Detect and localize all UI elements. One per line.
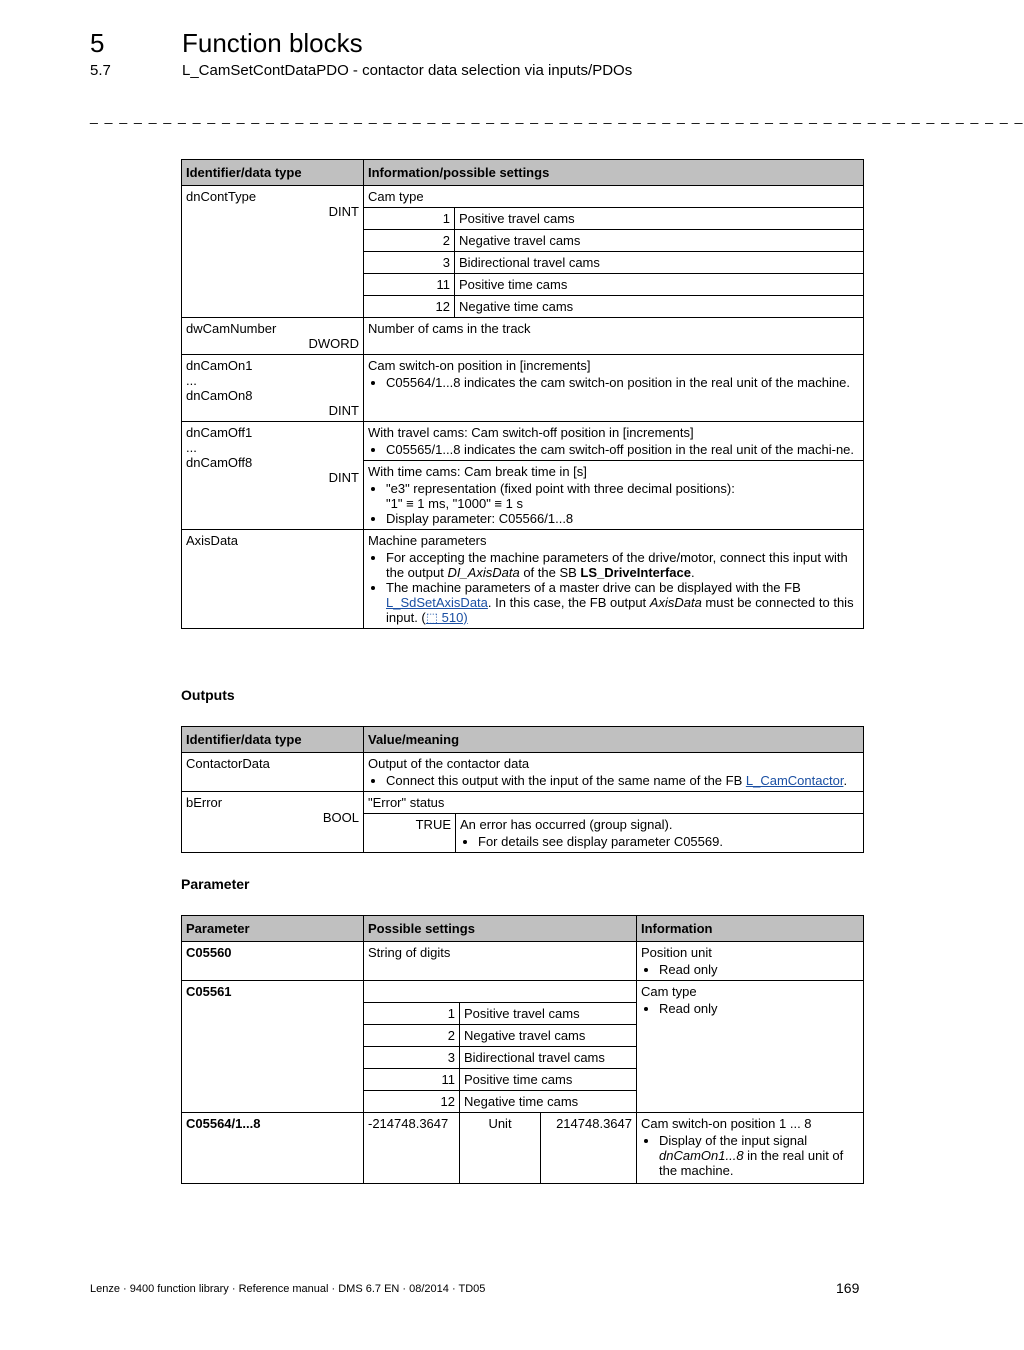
section-title: L_CamSetContDataPDO - contactor data selection via inputs/PDOs [182, 62, 633, 79]
bullet-text: "1" ≡ 1 ms, "1000" ≡ 1 s [386, 496, 523, 511]
param-code: C05560 [182, 942, 364, 981]
data-type: BOOL [322, 810, 359, 825]
row-dncontttype-id [182, 186, 364, 318]
option-label: Negative travel cams [455, 230, 864, 252]
chapter-title: Function blocks [182, 28, 363, 58]
bullet-item: • C05565/1...8 indicates the cam switch-off position in the real unit of the machi-ne. [386, 442, 859, 457]
info-text: An error has occurred (group signal). [460, 817, 673, 832]
param-col-info: Information [637, 916, 864, 942]
info-text: Output of the contactor data [368, 756, 530, 771]
inputs-col-identifier: Identifier/data type [182, 160, 364, 186]
info-text: Cam switch-on position 1 ... 8 [641, 1116, 812, 1131]
outputs-heading: Outputs [181, 687, 235, 703]
row-dwcamnumber-id [182, 318, 364, 355]
text: . In this case, the FB output [487, 595, 650, 610]
option-value: 2 [364, 230, 455, 252]
text: . [690, 565, 695, 580]
text: Display of the input signal [659, 1133, 808, 1148]
info-cell [637, 981, 864, 1113]
param-setting: String of digits [364, 942, 637, 981]
bullet-item [386, 550, 859, 580]
bullet-item: • Read only [659, 962, 859, 977]
option-value: 11 [364, 274, 455, 296]
param-max: 214748.3647 [541, 1113, 637, 1184]
data-type: DINT [328, 470, 359, 485]
option-value: 12 [364, 296, 455, 318]
parameter-table [181, 915, 864, 1184]
param-min: -214748.3647 [364, 1113, 460, 1184]
info-cell [456, 814, 864, 853]
identifier: dnContType [186, 189, 257, 204]
bullet-item: • C05564/1...8 indicates the cam switch-on position in the real unit of the machine. [386, 375, 859, 390]
option-value: 3 [364, 1047, 460, 1069]
option-value: 12 [364, 1091, 460, 1113]
identifier: dnCamOff1 [186, 425, 253, 440]
info-text: Position unit [641, 945, 712, 960]
info-text: With time cams: Cam break time in [s] [368, 464, 587, 479]
text: Connect this output with the input of the same name of the FB [386, 773, 746, 788]
param-code: C05561 [182, 981, 364, 1113]
output-name: AxisData [649, 595, 702, 610]
info-text: Cam type [641, 984, 697, 999]
data-type: DINT [328, 204, 359, 219]
page-ref-link[interactable]: ⬚ 510) [425, 610, 468, 625]
row-contactordata-id [182, 753, 364, 792]
identifier: dnCamOff8 [186, 455, 253, 470]
outputs-col-value: Value/meaning [364, 727, 864, 753]
outputs-col-identifier: Identifier/data type [182, 727, 364, 753]
identifier: bError [186, 795, 223, 810]
info-text: Cam switch-on position in [increments] [368, 358, 591, 373]
option-value: 3 [364, 252, 455, 274]
info-cell [364, 355, 864, 422]
param-col-settings: Possible settings [364, 916, 637, 942]
identifier: ContactorData [186, 756, 270, 771]
data-type: DINT [328, 403, 359, 418]
option-label: Negative time cams [460, 1091, 637, 1113]
info-cell [364, 753, 864, 792]
signal-name: dnCamOn1...8 [659, 1148, 744, 1163]
bullet-item: • Display parameter: C05566/1...8 [386, 511, 859, 526]
link-l-sdsetaxisdata[interactable]: L_SdSetAxisData [386, 595, 488, 610]
sb-name: LS_DriveInterface [580, 565, 691, 580]
output-name: DI_AxisData [447, 565, 520, 580]
identifier: dnCamOn1 [186, 358, 253, 373]
option-label: Positive time cams [455, 274, 864, 296]
text: in the real unit of the machine. [659, 1148, 844, 1178]
info-cell [364, 530, 864, 629]
info-text: "Error" status [364, 792, 864, 814]
row-berror-id [182, 792, 364, 853]
option-value: 2 [364, 1025, 460, 1047]
parameter-heading: Parameter [181, 876, 250, 892]
param-unit: Unit [460, 1113, 541, 1184]
text: must be connected to this input. ( [386, 595, 854, 625]
ellipsis: ... [186, 373, 197, 388]
info-text: With travel cams: Cam switch-off position in [increments] [368, 425, 694, 440]
data-type: DWORD [308, 336, 359, 351]
footer-text: Lenze · 9400 function library · Reference manual · DMS 6.7 EN · 08/2014 · TD05 [90, 1283, 486, 1295]
identifier: dnCamOn8 [186, 388, 253, 403]
outputs-table [181, 726, 864, 853]
identifier: dwCamNumber [186, 321, 277, 336]
param-col-parameter: Parameter [182, 916, 364, 942]
option-label: Negative time cams [455, 296, 864, 318]
option-label: Bidirectional travel cams [455, 252, 864, 274]
info-cell [364, 461, 864, 530]
ellipsis: ... [186, 440, 197, 455]
link-l-camcontactor[interactable]: L_CamContactor [745, 773, 844, 788]
chapter-number: 5 [90, 28, 105, 58]
bullet-item [386, 773, 859, 788]
row-axisdata-id [182, 530, 364, 629]
info-cell [637, 1113, 864, 1184]
identifier: AxisData [186, 533, 239, 548]
text: . [843, 773, 848, 788]
section-number: 5.7 [90, 62, 111, 79]
inputs-col-info: Information/possible settings [364, 160, 864, 186]
bullet-item [386, 580, 859, 625]
bullet-item [386, 481, 859, 511]
info-cell [364, 422, 864, 461]
param-setting-empty [364, 981, 637, 1003]
text: of the SB [519, 565, 581, 580]
header-separator: _ _ _ _ _ _ _ _ _ _ _ _ _ _ _ _ _ _ _ _ _ _ _ _ _ _ _ _ _ _ _ _ _ _ _ _ _ _ _ _ _ _ _ _ _ _ _ _ _ _ _ _ _ _ _ _ _ _ _ _ _ _ _ _ [90, 108, 1024, 124]
option-value: 1 [364, 1003, 460, 1025]
bullet-item: • Read only [659, 1001, 859, 1016]
info-text: Number of cams in the track [364, 318, 864, 355]
text: For accepting the machine parameters of the drive/motor, connect this input with the output [386, 550, 848, 580]
inputs-table [181, 159, 864, 629]
option-label: Negative travel cams [460, 1025, 637, 1047]
option-label: Positive time cams [460, 1069, 637, 1091]
option-value: 1 [364, 208, 455, 230]
info-text: Cam type [364, 186, 864, 208]
bullet-text: "e3" representation (fixed point with three decimal positions): [386, 481, 735, 496]
info-text: Machine parameters [368, 533, 487, 548]
text: The machine parameters of a master drive can be displayed with the FB [386, 580, 801, 595]
row-dncamon-id [182, 355, 364, 422]
bullet-item: • For details see display parameter C05569. [478, 834, 859, 849]
option-value: TRUE [364, 814, 456, 853]
param-code: C05564/1...8 [182, 1113, 364, 1184]
row-dncamoff-id [182, 422, 364, 530]
option-label: Positive travel cams [460, 1003, 637, 1025]
bullet-item [659, 1133, 859, 1178]
page-number: 169 [836, 1280, 860, 1296]
option-value: 11 [364, 1069, 460, 1091]
option-label: Bidirectional travel cams [460, 1047, 637, 1069]
option-label: Positive travel cams [455, 208, 864, 230]
info-cell [637, 942, 864, 981]
